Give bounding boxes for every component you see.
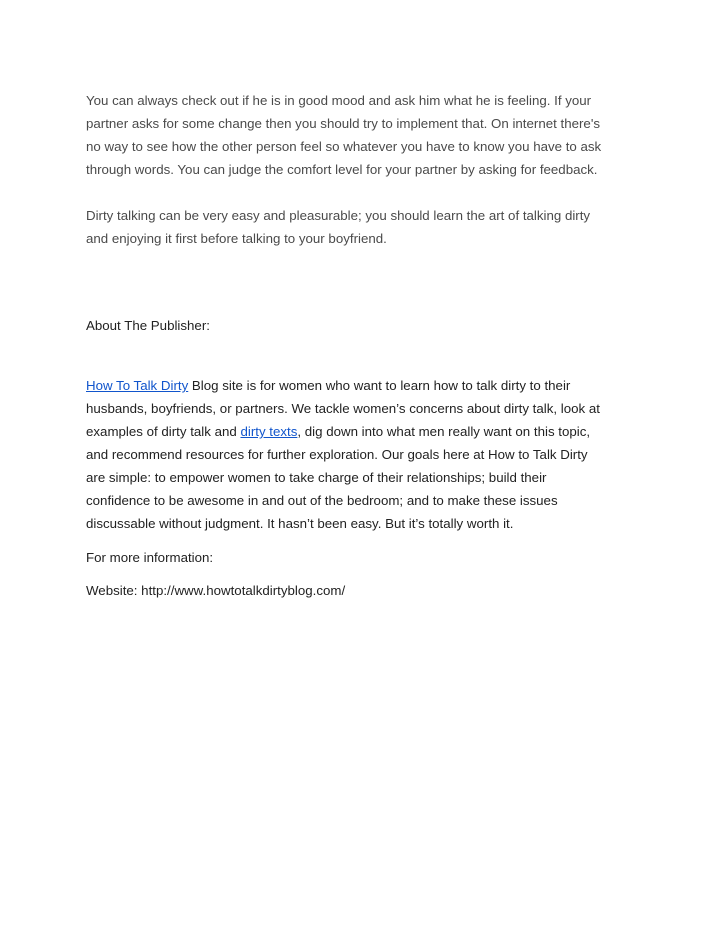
paragraph-dirty-talking (86, 204, 646, 250)
paragraph-line: partner asks for some change then you should try to implement that. On internet there's (86, 116, 601, 131)
paragraph-line (86, 374, 646, 397)
paragraph-comfort (86, 89, 646, 181)
paragraph-line: confidence to be awesome in and out of the bedroom; and to make these issues (86, 493, 558, 508)
paragraph-line: husbands, boyfriends, or partners. We tackle women’s concerns about dirty talk, look at (86, 401, 600, 416)
more-info-heading: For more information: (86, 550, 214, 565)
how-to-talk-dirty-link[interactable]: How To Talk Dirty (86, 378, 189, 393)
paragraph-line: You can always check out if he is in good mood and ask him what he is feeling. If your (86, 93, 592, 108)
paragraph-text: , dig down into what men really want on this topic, (297, 424, 591, 439)
paragraph-line: through words. You can judge the comfort level for your partner by asking for feedback. (86, 162, 598, 177)
paragraph-line (86, 420, 646, 443)
publisher-paragraph (86, 374, 646, 535)
paragraph-line: Dirty talking can be very easy and pleasurable; you should learn the art of talking dirty (86, 208, 591, 223)
paragraph-text: Blog site is for women who want to learn how to talk dirty to their (188, 378, 571, 393)
paragraph-line: discussable without judgment. It hasn’t been easy. But it’s totally worth it. (86, 516, 514, 531)
about-publisher-heading: About The Publisher: (86, 318, 210, 333)
paragraph-line: and enjoying it first before talking to your boyfriend. (86, 231, 387, 246)
paragraph-line: are simple: to empower women to take charge of their relationships; build their (86, 470, 547, 485)
paragraph-line: and recommend resources for further exploration. Our goals here at How to Talk Dirty (86, 447, 588, 462)
paragraph-line: no way to see how the other person feel so whatever you have to know you have to ask (86, 139, 602, 154)
website-line: Website: http://www.howtotalkdirtyblog.com/ (86, 583, 346, 598)
paragraph-text: examples of dirty talk and (86, 424, 241, 439)
dirty-texts-link[interactable]: dirty texts (240, 424, 298, 439)
